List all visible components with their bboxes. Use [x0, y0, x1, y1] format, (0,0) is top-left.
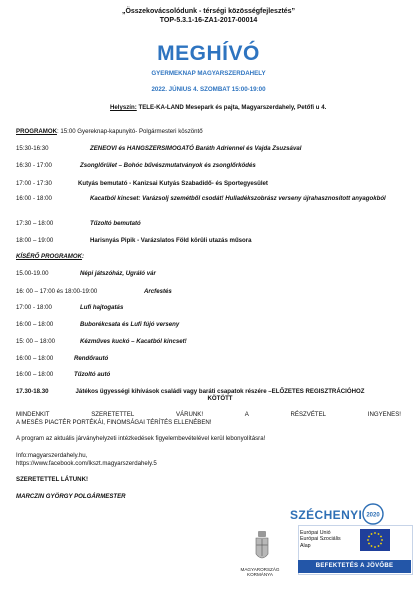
- program-desc: Tűzoltó bemutató: [90, 220, 141, 227]
- programs-label: PROGRAMOK: [16, 128, 57, 135]
- page-title: MEGHÍVÓ: [157, 42, 260, 65]
- side-program-item: [16, 371, 406, 379]
- welcome-word: SZERETETTEL: [91, 411, 135, 418]
- welcome-line-2: A MESÉS PIACTÉR PORTÉKÁI, FINOMSÁGAI TÉRÍTÉS ELLENÉBEN!: [16, 419, 212, 426]
- welcome-word: RÉSZVÉTEL: [290, 411, 327, 418]
- program-desc: ZENEOVI és HANGSZERSIMOGATÓ Baráth Adriennel és Vajda Zsuzsával: [90, 145, 302, 152]
- side-program-desc: Buborékcsata és Lufi fújó verseny: [80, 321, 180, 328]
- welcome-word: MINDENKIT: [16, 411, 50, 418]
- event-subtitle: GYERMEKNAP MAGYARSZERDAHELY: [151, 70, 266, 77]
- side-program-item: [16, 321, 406, 329]
- welcome-line: [16, 411, 401, 418]
- signature: MARCZIN GYÖRGY POLGÁRMESTER: [16, 493, 126, 500]
- program-desc: Kacatból kincset: Varázsolj szemétből csodát! Hulladékszobrász verseny újrahasznosított anyagokból: [90, 195, 386, 202]
- program-time: 16:00 - 18:00: [16, 195, 52, 202]
- program-time: 17:30 – 18:00: [16, 220, 54, 227]
- szechenyi-logo: [290, 508, 362, 522]
- programs-intro: : 15:00 Gyereknap-kapunyitó- Polgármesteri köszöntő: [56, 128, 203, 135]
- closing-text: SZERETETTEL LÁTUNK!: [16, 476, 88, 483]
- side-program-time: 16:00 – 18:00: [16, 321, 54, 328]
- eu-logo-text: [300, 530, 341, 549]
- side-program-item: [16, 355, 406, 363]
- side-program-time: 15: 00 – 18:00: [16, 338, 55, 345]
- venue-label: Helyszín:: [110, 104, 137, 111]
- welcome-word: VÁRUNK!: [175, 411, 204, 418]
- eu-line: Európai Unió: [300, 530, 331, 536]
- szechenyi-year: 2020: [366, 512, 380, 519]
- program-desc: Harisnyás Pipik - Varázslatos Föld körüli utazás műsora: [90, 237, 252, 244]
- side-program-item: [16, 304, 406, 312]
- eu-banner: BEFEKTETÉS A JÖVŐBE: [298, 560, 411, 573]
- hungary-crest-icon: [253, 528, 271, 566]
- eu-line: Európai Szociális: [300, 536, 341, 543]
- project-name: „Összekovácsolódunk - térségi közösségfejlesztés”: [121, 8, 296, 15]
- side-program-desc: Játékos ügyességi kihívások családi vagy baráti csapatok részére –ELŐZETES REGISZTRÁCIÓHOZ KÖTÖTT: [75, 388, 365, 403]
- program-time: 18:00 – 19:00: [16, 237, 54, 244]
- program-desc: Kutyás bemutató - Kanizsai Kutyás Szabadidő- és Sportegyesület: [78, 180, 268, 187]
- program-desc: Zsonglőrület – Bohóc bűvészmutatványok és zsonglőrködés: [80, 162, 256, 169]
- side-program-desc: Arcfestés: [144, 288, 172, 295]
- program-time: 17:00 - 17:30: [16, 180, 52, 187]
- side-programs-label: KÍSÉRŐ PROGRAMOK: [16, 253, 83, 260]
- program-time: 15:30-16:30: [16, 145, 49, 152]
- side-program-time: 16: 00 – 17:00 és 18:00-19:00: [16, 288, 98, 295]
- welcome-word: A: [244, 411, 249, 418]
- side-program-desc: Rendőrautó: [74, 355, 109, 362]
- program-item: [16, 180, 406, 188]
- venue-line: [110, 104, 326, 111]
- side-program-desc: Tűzoltó autó: [74, 371, 111, 378]
- side-programs-header: [16, 253, 84, 260]
- szechenyi-2020-badge: [362, 503, 384, 525]
- programs-header: [16, 128, 203, 135]
- government-logo-text: MAGYARORSZÁG KORMÁNYA: [240, 567, 280, 578]
- program-item: [16, 145, 406, 153]
- eu-flag-icon: [360, 529, 390, 551]
- side-program-desc: Kézműves kuckó – Kacatból kincset!: [80, 338, 187, 345]
- program-item: [16, 195, 406, 211]
- program-time: 16:30 - 17:00: [16, 162, 52, 169]
- side-program-item: [16, 338, 406, 346]
- side-program-desc: Lufi hajtogatás: [80, 304, 124, 311]
- notice-text: A program az aktuális járványhelyzeti intézkedések figyelembevételével kerül lebonyolításra!: [16, 435, 266, 442]
- side-program-desc: Népi játszóház, Ugráló vár: [80, 270, 156, 277]
- eu-line: Alap: [300, 542, 311, 549]
- contact-facebook-link[interactable]: https://www.facebook.com/lkszt.magyarszerdahely.5: [16, 460, 157, 467]
- side-program-time: 16:00 – 18:00: [16, 355, 54, 362]
- program-item: [16, 237, 406, 245]
- side-programs-colon: :: [82, 253, 85, 260]
- side-program-item: [16, 288, 406, 296]
- side-program-time: 15.00-19.00: [16, 270, 49, 277]
- venue-text: TELE-KA-LAND Mesepark és pajta, Magyarszerdahely, Petőfi u 4.: [138, 104, 327, 111]
- szechenyi-logo-text: SZÉCHENYI: [290, 508, 363, 522]
- side-program-item: [16, 270, 406, 278]
- side-program-item: [16, 388, 406, 404]
- event-date: 2022. JÚNIUS 4. SZOMBAT 15:00-19:00: [151, 86, 266, 93]
- project-code: TOP-5.3.1-16-ZA1-2017-00014: [159, 17, 258, 24]
- contact-email[interactable]: Info:magyarszerdahely.hu,: [16, 452, 88, 459]
- side-program-time: 17.30-18.30: [16, 388, 49, 395]
- side-program-time: 16:00 – 18:00: [16, 371, 54, 378]
- welcome-word: INGYENES!: [367, 411, 401, 418]
- side-program-time: 17:00 - 18:00: [16, 304, 52, 311]
- program-item: [16, 162, 406, 170]
- program-item: [16, 220, 406, 228]
